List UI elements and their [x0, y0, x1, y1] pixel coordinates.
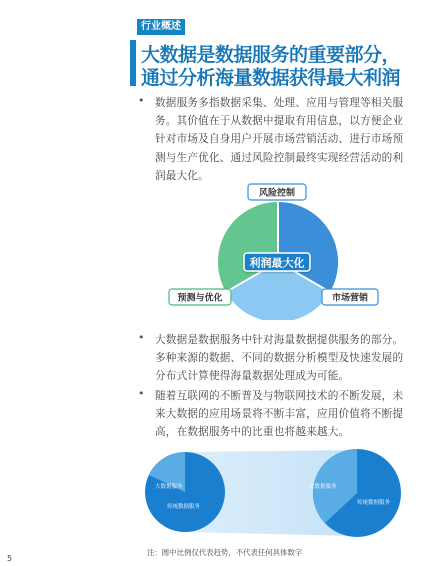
left-label-traditional: 传统数据服务 [167, 504, 201, 510]
bullet-marker: • [138, 387, 145, 400]
title-accent-bar [130, 40, 136, 86]
left-label-bigdata: 大数据服务 [155, 484, 183, 490]
center-label: 利润最大化 [249, 256, 305, 270]
page-number: 5 [7, 554, 13, 563]
section-tag: 行业概述 [137, 19, 185, 35]
paragraph-big-data: 大数据是数据服务中针对海量数据提供服务的部分。多种来源的数据、不同的数据分析模型及快速发展的分布式计算使得海量数据处理成为可能。 [155, 334, 404, 383]
right-label: 市场营销 [331, 293, 369, 304]
bullet-marker: • [138, 94, 145, 107]
page-title-line-2: 通过分析海量数据获得最大利润 [141, 67, 401, 89]
paragraph-data-services: 数据服务多指数据采集、处理、应用与管理等相关服务。其价值在于从数据中提取有用信息，以方便企业针对市场及自身用户开展市场营销活动、进行市场预测与生产优化、通过风险控制最终实现经营活动的利润最大化。 [155, 97, 404, 182]
footnote: 注：圆中比例仅代表趋势，不代表任何具体数字 [147, 548, 303, 557]
right-label-bigdata: 大数据服务 [309, 484, 337, 490]
profit-pie-diagram [160, 180, 390, 320]
page-title-line-1: 大数据是数据服务的重要部分， [141, 44, 401, 66]
bullet-marker: • [138, 331, 145, 344]
left-label: 预测与优化 [177, 293, 223, 304]
comparison-diagram [145, 448, 420, 538]
paragraph-trend: 随着互联网的不断普及与物联网技术的不断发展，未来大数据的应用场景将不断丰富，应用价值将不断提高，在数据服务中的比重也将越来越大。 [155, 390, 404, 439]
top-label: 风险控制 [258, 188, 296, 199]
right-label-traditional: 传统数据服务 [357, 500, 391, 506]
